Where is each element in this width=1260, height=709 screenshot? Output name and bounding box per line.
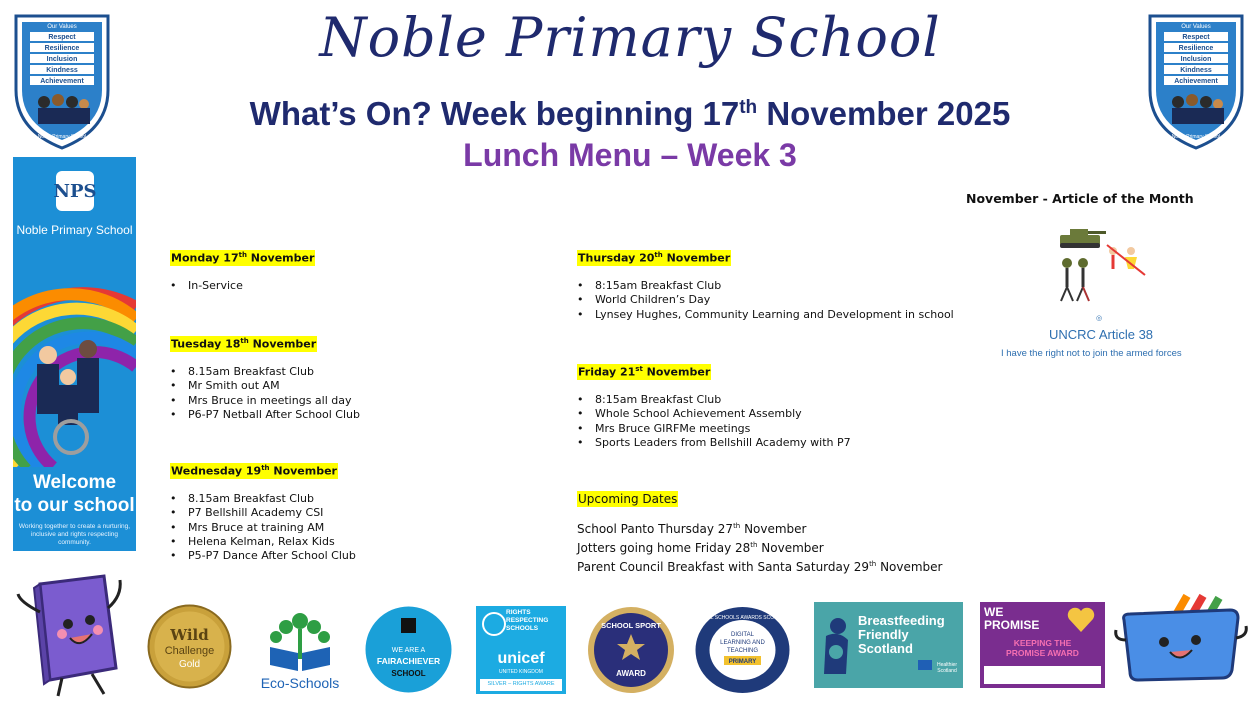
crest-value-inclusion: Inclusion bbox=[46, 56, 78, 63]
day-items bbox=[577, 393, 851, 450]
crest-footer: Noble Primary School bbox=[1171, 134, 1221, 140]
school-crest-left bbox=[12, 10, 112, 150]
day-heading-suffix: November bbox=[269, 465, 337, 478]
crest-value-resilience: Resilience bbox=[44, 45, 80, 52]
fairachiever-badge bbox=[365, 606, 452, 693]
rainbow-children-illustration-icon bbox=[13, 267, 136, 467]
day-heading bbox=[577, 250, 731, 266]
promise-line1: WE bbox=[984, 605, 1004, 619]
day-heading bbox=[170, 463, 338, 479]
challenge-text: Challenge bbox=[164, 645, 215, 657]
day-heading-suffix: November bbox=[248, 338, 317, 351]
day-heading-prefix: Thursday 20 bbox=[578, 252, 655, 265]
book-mascot-icon bbox=[12, 572, 130, 702]
day-heading-prefix: Tuesday 18 bbox=[171, 338, 241, 351]
crest-value-achievement: Achievement bbox=[40, 78, 84, 85]
rrs-globe-icon bbox=[482, 612, 506, 636]
upcoming-prefix: Parent Council Breakfast with Santa Saturday 29 bbox=[577, 559, 870, 574]
list-item: • P7 Bellshill Academy CSI bbox=[170, 506, 356, 520]
wild-text: Wild bbox=[170, 626, 209, 644]
mother-baby-icon bbox=[820, 616, 852, 676]
list-item: • Mrs Bruce in meetings all day bbox=[170, 394, 360, 408]
week-title-prefix: What’s On? Week beginning 17 bbox=[249, 95, 740, 132]
list-item: • Mrs Bruce GIRFMe meetings bbox=[577, 422, 851, 436]
lunch-menu-title: Lunch Menu – Week 3 bbox=[463, 137, 797, 173]
list-item: • Whole School Achievement Assembly bbox=[577, 407, 851, 421]
welcome-banner bbox=[13, 157, 136, 551]
rrs-line3: SCHOOLS bbox=[506, 625, 539, 632]
list-item: • Lynsey Hughes, Community Learning and Development in school bbox=[577, 308, 954, 322]
day-heading-sup: th bbox=[261, 464, 270, 473]
day-heading-prefix: Friday 21 bbox=[578, 366, 636, 379]
heart-icon bbox=[1066, 606, 1096, 634]
week-title bbox=[0, 95, 1260, 133]
crest-value-achievement: Achievement bbox=[1174, 78, 1218, 85]
day-thursday bbox=[577, 247, 954, 322]
crest-value-resilience: Resilience bbox=[1178, 45, 1214, 52]
gold-text: Gold bbox=[178, 659, 201, 670]
rrs-award: SILVER – RIGHTS AWARE bbox=[487, 681, 555, 687]
day-heading-sup: th bbox=[238, 251, 247, 260]
crest-value-kindness: Kindness bbox=[1180, 67, 1212, 74]
sport-line2: AWARD bbox=[616, 669, 646, 678]
crest-footer: Noble Primary School bbox=[37, 134, 87, 140]
day-heading-prefix: Wednesday 19 bbox=[171, 465, 262, 478]
day-friday bbox=[577, 361, 851, 450]
wild-challenge-gold-badge bbox=[147, 604, 232, 689]
day-heading-sup: th bbox=[654, 251, 663, 260]
upcoming-suffix: November bbox=[876, 559, 943, 574]
crest-value-kindness: Kindness bbox=[46, 67, 78, 74]
digital-ring-text: DIGITAL SCHOOLS AWARDS SCOTLAND bbox=[694, 615, 791, 621]
list-item: • P5-P7 Dance After School Club bbox=[170, 549, 356, 563]
breast-line3: Scotland bbox=[858, 641, 913, 656]
list-item: • 8.15am Breakfast Club bbox=[170, 365, 360, 379]
breast-line1: Breastfeeding bbox=[858, 613, 945, 628]
list-item: • Mrs Bruce at training AM bbox=[170, 521, 356, 535]
breast-footer: Healthier Scotland bbox=[936, 662, 957, 674]
fair-line2: FAIRACHIEVER bbox=[376, 656, 441, 666]
day-heading bbox=[577, 364, 711, 380]
week-title-suffix: November 2025 bbox=[757, 95, 1011, 132]
upcoming-dates bbox=[577, 488, 943, 575]
list-item bbox=[577, 538, 943, 557]
promise-line3: KEEPING THE bbox=[1013, 638, 1072, 648]
banner-school-name: Noble Primary School bbox=[16, 223, 133, 237]
week-title-sup: th bbox=[739, 97, 758, 118]
list-item: • 8.15am Breakfast Club bbox=[170, 492, 356, 506]
list-item: • 8:15am Breakfast Club bbox=[577, 279, 954, 293]
crest-value-respect: Respect bbox=[1182, 34, 1210, 41]
banner-welcome-line2: to our school bbox=[14, 495, 135, 516]
soldiers-illustration-icon bbox=[1055, 225, 1150, 305]
day-tuesday bbox=[170, 333, 360, 422]
crest-value-respect: Respect bbox=[48, 34, 76, 41]
article-text: I have the right not to join the armed forces bbox=[1001, 348, 1182, 359]
digital-line1: DIGITAL bbox=[731, 632, 754, 638]
day-items bbox=[170, 279, 315, 293]
eco-schools-badge bbox=[254, 607, 346, 693]
upcoming-suffix: November bbox=[740, 522, 807, 536]
crest-value-inclusion: Inclusion bbox=[1180, 56, 1212, 63]
crest-title: Our Values bbox=[1181, 24, 1211, 30]
list-item: • Helena Kelman, Relax Kids bbox=[170, 535, 356, 549]
list-item: • Mr Smith out AM bbox=[170, 379, 360, 393]
digital-line2: LEARNING AND bbox=[720, 640, 765, 646]
banner-tagline: Working together to create a nurturing, inclusive and rights respecting community. bbox=[18, 523, 131, 546]
day-monday bbox=[170, 247, 315, 293]
tank-icon bbox=[1060, 229, 1106, 248]
day-wednesday bbox=[170, 460, 356, 563]
upcoming-sup: th bbox=[733, 522, 741, 530]
day-heading-suffix: November bbox=[246, 252, 315, 265]
list-item: • 8:15am Breakfast Club bbox=[577, 393, 851, 407]
day-heading-suffix: November bbox=[662, 252, 731, 265]
fair-line1: WE ARE A bbox=[391, 647, 426, 654]
school-logo-icon: NPS bbox=[56, 171, 94, 211]
digital-line3: TEACHING bbox=[726, 648, 759, 654]
day-items bbox=[170, 492, 356, 563]
rrs-line1: RIGHTS bbox=[506, 609, 531, 616]
upcoming-suffix: November bbox=[757, 540, 824, 555]
upcoming-heading: Upcoming Dates bbox=[578, 492, 678, 506]
saltire-icon bbox=[918, 660, 932, 670]
article-name: UNCRC Article 38 bbox=[1049, 327, 1154, 342]
rrs-unicef: unicef bbox=[497, 650, 545, 667]
rrs-uk: UNITED KINGDOM bbox=[499, 669, 543, 675]
rrs-line2: RESPECTING bbox=[506, 617, 549, 624]
day-heading bbox=[170, 250, 315, 266]
list-item: • P6-P7 Netball After School Club bbox=[170, 408, 360, 422]
upcoming-sup: th bbox=[750, 540, 758, 549]
day-heading-sup: th bbox=[240, 337, 249, 346]
day-heading-sup: st bbox=[635, 365, 643, 374]
banner-welcome bbox=[13, 471, 136, 517]
list-item bbox=[577, 557, 943, 576]
eco-schools-text: Eco-Schools bbox=[260, 675, 340, 691]
article-of-month-title: November - Article of the Month bbox=[966, 191, 1194, 206]
we-promise-badge bbox=[980, 602, 1105, 688]
crest-title: Our Values bbox=[47, 24, 77, 30]
day-items bbox=[577, 279, 954, 322]
digital-line4: PRIMARY bbox=[728, 659, 757, 665]
upcoming-sup: th bbox=[869, 559, 877, 568]
list-item bbox=[577, 519, 943, 538]
school-title: Noble Primary School bbox=[319, 6, 941, 69]
promise-line4: PROMISE AWARD bbox=[1006, 648, 1079, 658]
sport-line1: SCHOOL SPORT bbox=[601, 621, 661, 630]
breastfeeding-friendly-badge bbox=[814, 602, 963, 688]
list-item: • In-Service bbox=[170, 279, 315, 293]
breast-line2: Friendly bbox=[858, 627, 909, 642]
day-items bbox=[170, 365, 360, 422]
school-crest-right bbox=[1146, 10, 1246, 150]
upcoming-prefix: School Panto Thursday 27 bbox=[577, 522, 734, 536]
upcoming-prefix: Jotters going home Friday 28 bbox=[577, 540, 751, 555]
digital-schools-awards-badge bbox=[694, 606, 791, 694]
banner-welcome-line1: Welcome bbox=[32, 472, 117, 493]
promise-line2: PROMISE bbox=[984, 618, 1040, 632]
pencil-case-mascot-icon bbox=[1112, 590, 1250, 690]
list-item: • World Children’s Day bbox=[577, 293, 954, 307]
fair-line3: SCHOOL bbox=[391, 669, 426, 678]
upcoming-list bbox=[577, 519, 943, 575]
day-heading bbox=[170, 336, 317, 352]
un-emblem-icon: ◎ bbox=[1096, 314, 1103, 322]
day-heading-prefix: Monday 17 bbox=[171, 252, 239, 265]
list-item: • Sports Leaders from Bellshill Academy with P7 bbox=[577, 436, 851, 450]
rights-respecting-schools-badge bbox=[476, 606, 566, 694]
day-heading-suffix: November bbox=[642, 366, 711, 379]
school-sport-award-badge bbox=[587, 606, 675, 694]
